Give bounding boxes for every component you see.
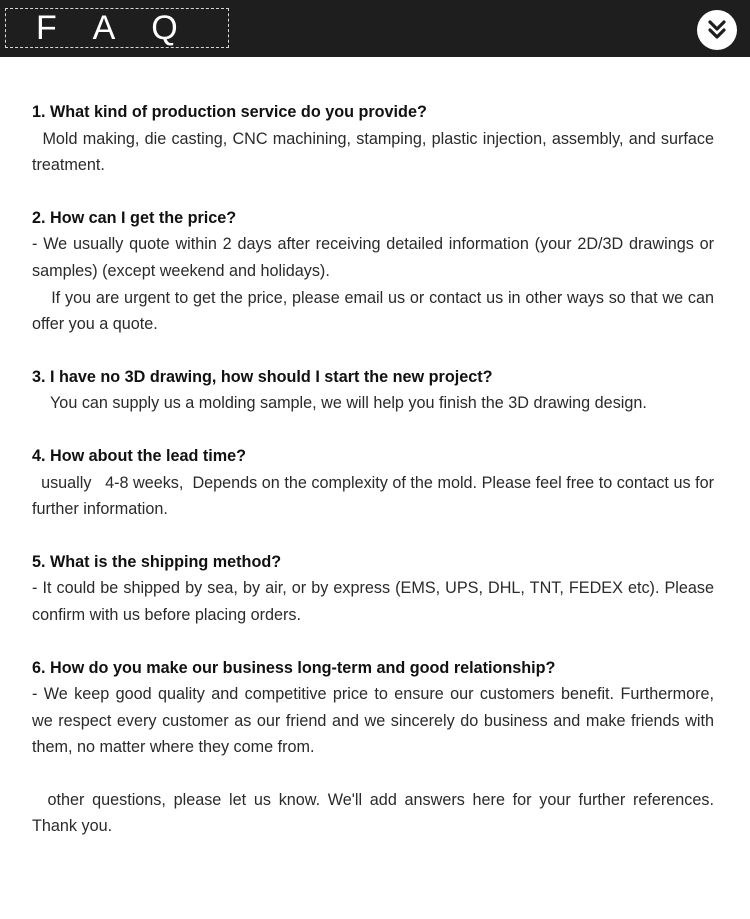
expand-button[interactable] xyxy=(697,10,737,50)
faq-question: 3. I have no 3D drawing, how should I start the new project? xyxy=(32,367,493,386)
faq-item xyxy=(32,205,719,338)
faq-item xyxy=(32,655,714,761)
faq-answer: You can supply us a molding sample, we will help you finish the 3D drawing design. xyxy=(32,394,647,413)
faq-question: 6. How do you make our business long-term and good relationship? xyxy=(32,658,556,677)
faq-answer: usually 4-8 weeks, Depends on the complexity of the mold. Please feel free to contact us for further information. xyxy=(32,473,719,519)
faq-list xyxy=(32,99,719,840)
faq-answer: Mold making, die casting, CNC machining, stamping, plastic injection, assembly, and surface treatment. xyxy=(32,129,719,175)
closing-note: other questions, please let us know. We'll add answers here for your further references. Thank you. xyxy=(32,790,719,836)
faq-item xyxy=(32,364,714,417)
faq-answer-continued: If you are urgent to get the price, please email us or contact us in other ways so that we can offer you a quote. xyxy=(32,288,719,334)
faq-question: 4. How about the lead time? xyxy=(32,446,247,465)
faq-item xyxy=(32,443,719,523)
double-chevron-down-icon xyxy=(705,18,729,42)
faq-answer: - We usually quote within 2 days after receiving detailed information (your 2D/3D drawings or samples) (except weekend and holidays). xyxy=(32,235,714,280)
page-title: F A Q xyxy=(5,8,229,48)
faq-question: 2. How can I get the price? xyxy=(32,208,237,227)
faq-item xyxy=(32,549,714,629)
faq-answer: - It could be shipped by sea, by air, or by express (EMS, UPS, DHL, TNT, FEDEX etc). Please confirm with us before placing orders. xyxy=(32,579,714,624)
faq-question: 5. What is the shipping method? xyxy=(32,552,282,571)
faq-answer: - We keep good quality and competitive price to ensure our customers benefit. Furthermore, we respect every customer as our friend and we sincerely do business and make friends with them, no matter where they come from. xyxy=(32,685,714,757)
faq-header-bar xyxy=(0,0,750,57)
faq-item xyxy=(32,99,719,179)
faq-question: 1. What kind of production service do you provide? xyxy=(32,103,427,121)
